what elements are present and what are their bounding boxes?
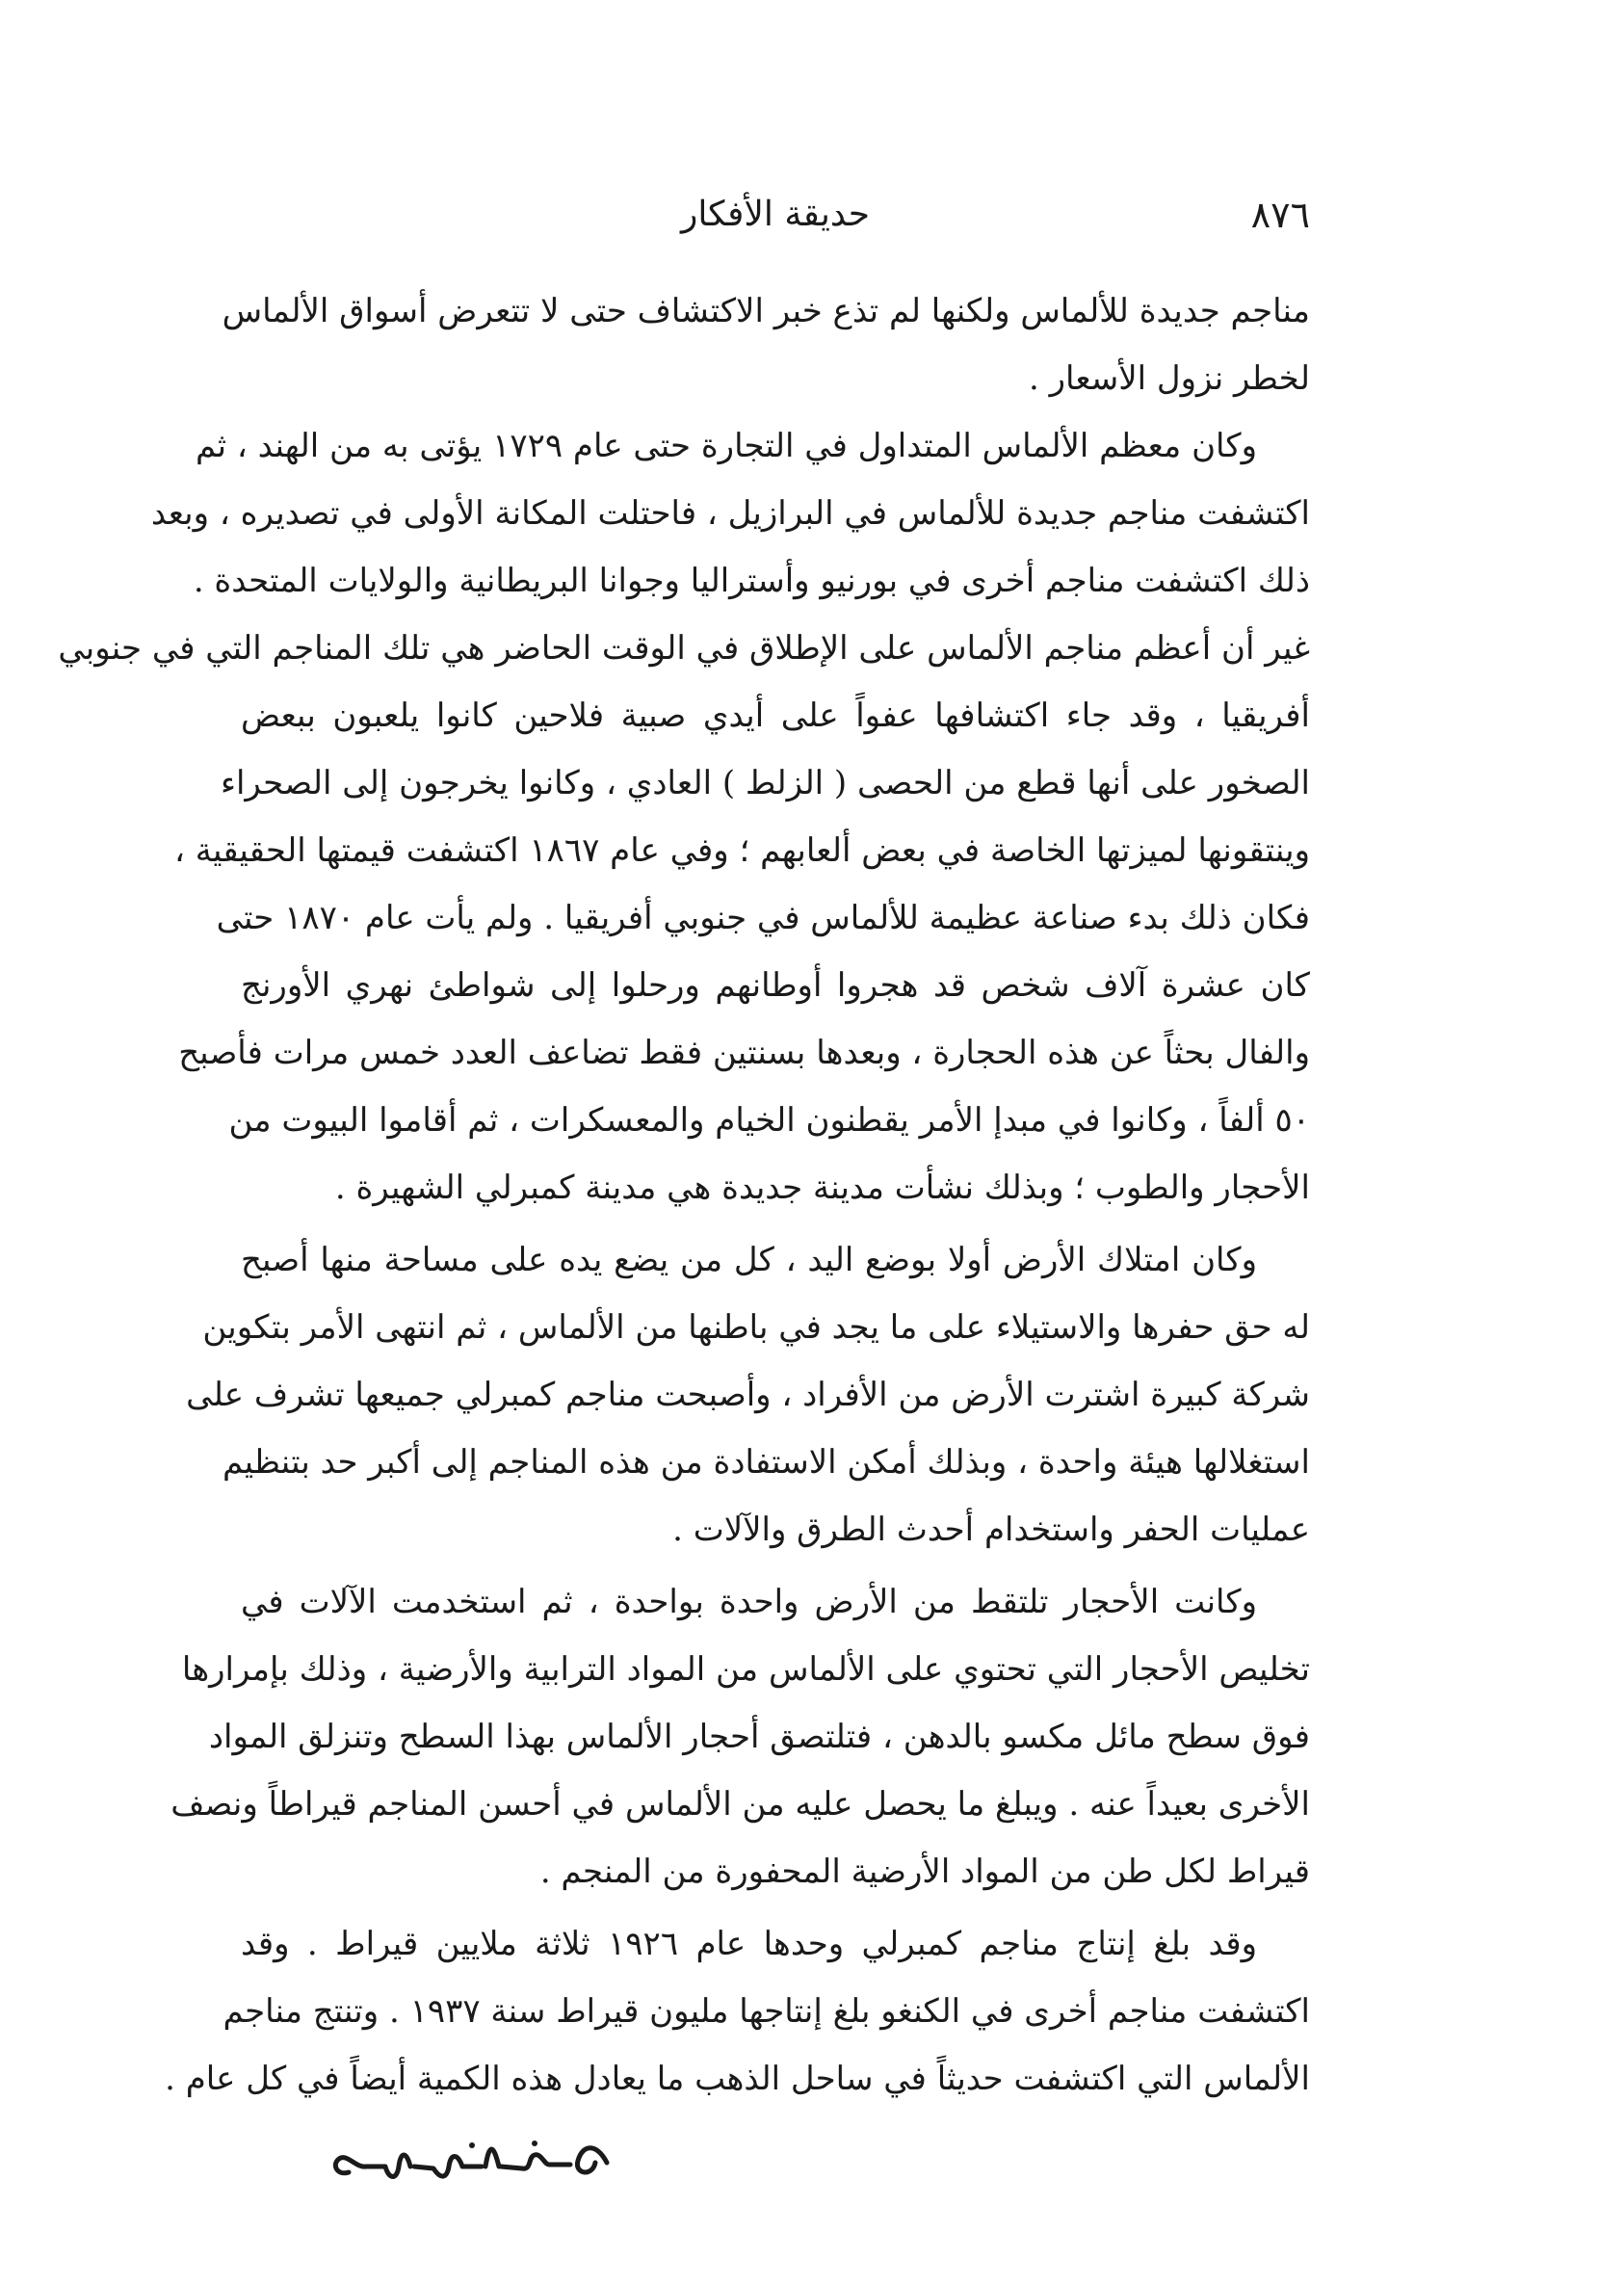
page-number: ٨٧٦ (1250, 194, 1310, 236)
text-line: وكان معظم الألماس المتداول في التجارة حتى عام ١٧٢٩ يؤتى به من الهند ، ثم (195, 427, 1257, 465)
text-line: وكانت الأحجار تلتقط من الأرض واحدة بواحدة ، ثم استخدمت الآلات في (241, 1583, 1257, 1621)
signature-mark (318, 2124, 626, 2192)
text-line: اكتشفت مناجم جديدة للألماس في البرازيل ، فاحتلت المكانة الأولى في تصديره ، وبعد (150, 494, 1310, 533)
text-line: أفريقيا ، وقد جاء اكتشافها عفواً على أيدي صبية فلاحين كانوا يلعبون ببعض (241, 696, 1310, 735)
text-line: الصخور على أنها قطع من الحصى ( الزلط ) العادي ، وكانوا يخرجون إلى الصحراء (220, 764, 1310, 802)
text-line: الألماس التي اكتشفت حديثاً في ساحل الذهب ما يعادل هذه الكمية أيضاً في كل عام . (165, 2060, 1310, 2098)
text-line: له حق حفرها والاستيلاء على ما يجد في باطنها من الألماس ، ثم انتهى الأمر بتكوين (202, 1308, 1310, 1347)
text-line: اكتشفت مناجم أخرى في الكنغو بلغ إنتاجها مليون قيراط سنة ١٩٣٧ . وتنتج مناجم (223, 1992, 1310, 2031)
text-line: الأخرى بعيداً عنه . ويبلغ ما يحصل عليه من الألماس في أحسن المناجم قيراطاً ونصف (170, 1785, 1310, 1824)
text-line: وينتقونها لميزتها الخاصة في بعض ألعابهم ؛ وفي عام ١٨٦٧ اكتشفت قيمتها الحقيقية ، (173, 831, 1310, 870)
text-line: استغلالها هيئة واحدة ، وبذلك أمكن الاستفادة من هذه المناجم إلى أكبر حد بتنظيم (223, 1443, 1310, 1482)
author-signature (241, 2124, 1300, 2201)
page-header (241, 191, 1310, 239)
text-line: فوق سطح مائل مكسو بالدهن ، فتلتصق أحجار الألماس بهذا السطح وتنزلق المواد (208, 1718, 1310, 1756)
text-line: تخليص الأحجار التي تحتوي على الألماس من المواد الترابية والأرضية ، وذلك بإمرارها (181, 1650, 1310, 1689)
text-line: ٥٠ ألفاً ، وكانوا في مبدإ الأمر يقطنون الخيام والمعسكرات ، ثم أقاموا البيوت من (228, 1101, 1310, 1140)
text-line: والفال بحثاً عن هذه الحجارة ، وبعدها بسنتين فقط تضاعف العدد خمس مرات فأصبح (178, 1034, 1310, 1072)
text-line: شركة كبيرة اشترت الأرض من الأفراد ، وأصبحت مناجم كمبرلي جميعها تشرف على (186, 1376, 1310, 1414)
text-line: فكان ذلك بدء صناعة عظيمة للألماس في جنوبي أفريقيا . ولم يأت عام ١٨٧٠ حتى (216, 899, 1310, 937)
text-line: مناجم جديدة للألماس ولكنها لم تذع خبر الاكتشاف حتى لا تتعرض أسواق الألماس (222, 292, 1310, 330)
text-line: عمليات الحفر واستخدام أحدث الطرق والآلات . (672, 1510, 1310, 1549)
running-title: حديقة الأفكار (680, 195, 871, 234)
text-line: غير أن أعظم مناجم الألماس على الإطلاق في الوقت الحاضر هي تلك المناجم التي في جنوبي (58, 629, 1310, 668)
text-line: وكان امتلاك الأرض أولا بوضع اليد ، كل من يضع يده على مساحة منها أصبح (241, 1241, 1257, 1279)
text-line: الأحجار والطوب ؛ وبذلك نشأت مدينة جديدة هي مدينة كمبرلي الشهيرة . (334, 1169, 1310, 1207)
text-line: وقد بلغ إنتاج مناجم كمبرلي وحدها عام ١٩٢٦ ثلاثة ملايين قيراط . وقد (241, 1925, 1257, 1963)
text-line: كان عشرة آلاف شخص قد هجروا أوطانهم ورحلوا إلى شواطئ نهري الأورنج (241, 966, 1310, 1005)
text-line: لخطر نزول الأسعار . (1028, 359, 1310, 398)
text-line: قيراط لكل طن من المواد الأرضية المحفورة من المنجم . (539, 1852, 1310, 1891)
text-line: ذلك اكتشفت مناجم أخرى في بورنيو وأستراليا وجوانا البريطانية والولايات المتحدة . (193, 562, 1310, 600)
